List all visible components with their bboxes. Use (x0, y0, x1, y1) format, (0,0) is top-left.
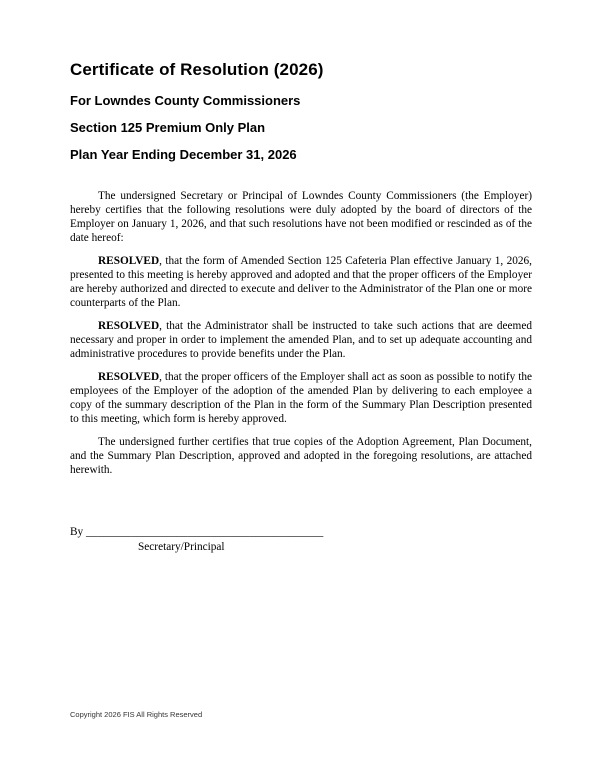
document-body (70, 189, 532, 477)
document-title: Certificate of Resolution (2026) (70, 60, 324, 79)
signature-role-label: Secretary/Principal (138, 541, 225, 553)
paragraph-closing (70, 435, 532, 477)
signature-line-row (70, 525, 532, 539)
subtitle-plan-year: Plan Year Ending December 31, 2026 (70, 147, 297, 162)
paragraph-resolved-1 (70, 254, 532, 310)
resolved-2-lead: RESOLVED (98, 320, 160, 332)
by-label: By (70, 526, 84, 538)
resolved-2-text: , that the Administrator shall be instructed to take such actions that are deemed necessary and proper in order to implement the amended Plan, and to set up adequate accounting and administrative procedures to provide benefits under the Plan. (70, 320, 532, 360)
resolved-1-lead: RESOLVED (98, 255, 160, 267)
resolved-3-text: , that the proper officers of the Employer shall act as soon as possible to notify the employees of the Employer of the adoption of the amended Plan by delivering to each employee a copy of the summary description of the Plan in the form of the Summary Plan Description presented to this meeting, which form is hereby approved. (70, 371, 532, 425)
copyright-footer: Copyright 2026 FIS All Rights Reserved (70, 710, 203, 719)
resolved-1-text: , that the form of Amended Section 125 Cafeteria Plan effective January 1, 2026, presented to this meeting is hereby approved and adopted and that the proper officers of the Employer are hereby authorized and directed to execute and deliver to the Administrator of the Plan one or more counterparts of the Plan. (70, 255, 532, 309)
signature-block (70, 525, 532, 554)
subtitle-company: For Lowndes County Commissioners (70, 93, 301, 108)
paragraph-resolved-2 (70, 319, 532, 361)
paragraph-resolved-3 (70, 370, 532, 426)
paragraph-certification-text: The undersigned Secretary or Principal of Lowndes County Commissioners (the Employer) hereby certifies that the following resolutions were duly adopted by the board of directors of the Employer on January 1, 2026, and that such resolutions have not been modified or rescinded as of the date hereof: (70, 190, 532, 244)
signature-line: __________________________________________ (86, 526, 324, 538)
subtitle-plan: Section 125 Premium Only Plan (70, 120, 266, 135)
paragraph-closing-text: The undersigned further certifies that true copies of the Adoption Agreement, Plan Document, and the Summary Plan Description, approved and adopted in the foregoing resolutions, are attached herewith. (70, 436, 532, 476)
resolved-3-lead: RESOLVED (98, 371, 160, 383)
paragraph-certification (70, 189, 532, 245)
document-content (70, 60, 532, 554)
